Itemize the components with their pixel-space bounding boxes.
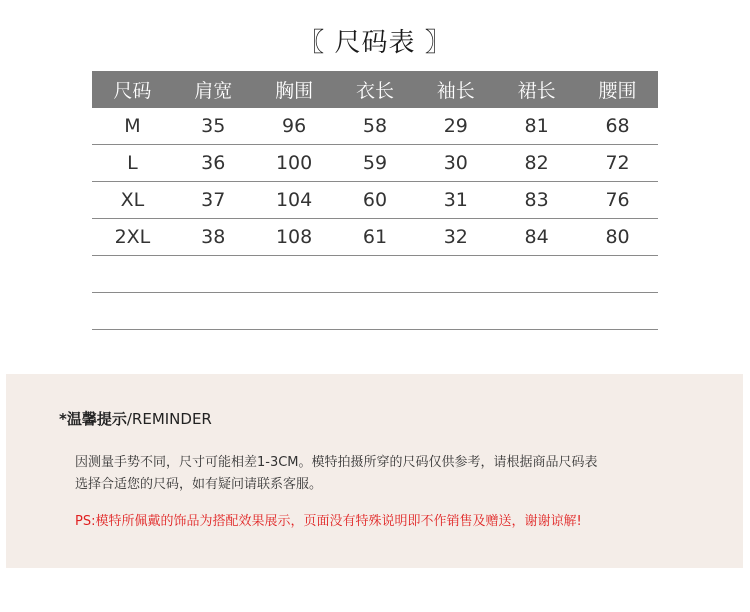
page-title: 〖 尺码表 〗 [298, 28, 452, 58]
table-cell: 81 [496, 108, 577, 145]
table-cell: 100 [254, 145, 335, 182]
header-size: 尺码 [92, 71, 173, 108]
reminder-heading [59, 408, 212, 429]
table-cell: 61 [335, 219, 416, 256]
table-cell: 84 [496, 219, 577, 256]
table-cell: 108 [254, 219, 335, 256]
header-waist: 腰围 [577, 71, 658, 108]
table-cell: 83 [496, 182, 577, 219]
table-cell: 60 [335, 182, 416, 219]
table-cell: 72 [577, 145, 658, 182]
table-cell: 2XL [92, 219, 173, 256]
header-sleeve: 袖长 [415, 71, 496, 108]
table-row [92, 108, 658, 145]
reminder-heading-cn: *温馨提示 [59, 410, 127, 428]
table-cell: 80 [577, 219, 658, 256]
table-header-row [92, 71, 658, 108]
table-cell: 29 [415, 108, 496, 145]
table-row [92, 219, 658, 256]
header-shoulder: 肩宽 [173, 71, 254, 108]
reminder-line-2: 选择合适您的尺码，如有疑问请联系客服。 [75, 477, 323, 492]
reminder-panel [6, 374, 743, 568]
table-cell: 82 [496, 145, 577, 182]
table-cell: 36 [173, 145, 254, 182]
header-bust: 胸围 [254, 71, 335, 108]
table-cell: 38 [173, 219, 254, 256]
table-cell: 68 [577, 108, 658, 145]
empty-table-row [92, 293, 658, 330]
header-skirt-length: 裙长 [496, 71, 577, 108]
table-cell: 58 [335, 108, 416, 145]
table-cell: 37 [173, 182, 254, 219]
reminder-ps-note: PS:模特所佩戴的饰品为搭配效果展示，页面没有特殊说明即不作销售及赠送，谢谢谅解! [75, 514, 582, 529]
table-cell: L [92, 145, 173, 182]
reminder-line-1: 因测量手势不同，尺寸可能相差1-3CM。模特拍摄所穿的尺码仅供参考，请根据商品尺码表 [75, 455, 598, 470]
reminder-text [75, 452, 598, 496]
table-cell: 104 [254, 182, 335, 219]
header-length: 衣长 [335, 71, 416, 108]
table-row [92, 145, 658, 182]
table-cell: 31 [415, 182, 496, 219]
empty-table-row [92, 256, 658, 293]
table-cell: 30 [415, 145, 496, 182]
table-cell: 59 [335, 145, 416, 182]
size-chart-table [92, 71, 658, 330]
table-cell: 96 [254, 108, 335, 145]
table-row [92, 182, 658, 219]
table-cell: 35 [173, 108, 254, 145]
table-cell: M [92, 108, 173, 145]
table-cell: 32 [415, 219, 496, 256]
table-cell: XL [92, 182, 173, 219]
reminder-heading-en: /REMINDER [126, 410, 212, 428]
table-cell: 76 [577, 182, 658, 219]
